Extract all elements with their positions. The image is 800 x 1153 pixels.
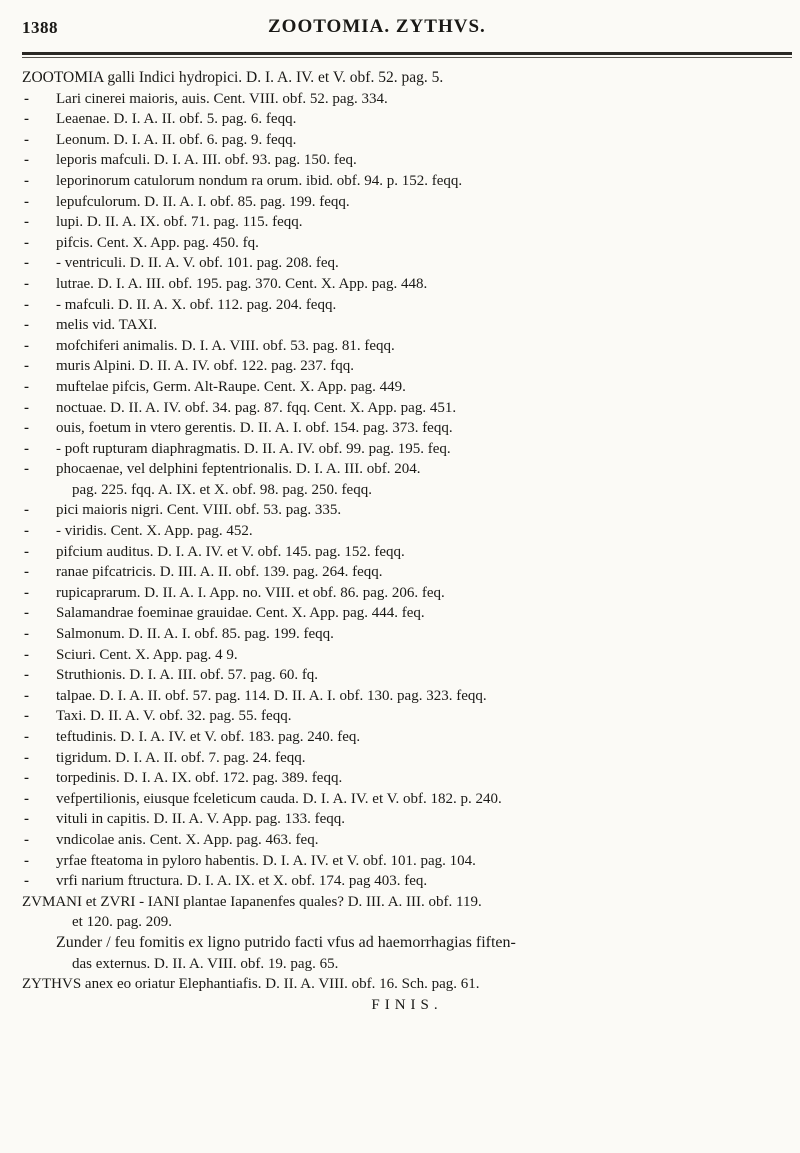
entry-text: mofchiferi animalis. D. I. A. VIII. obf. 53. pag. 81. feqq. [56,337,395,354]
ditto-dash: - [24,667,29,684]
index-entry [22,68,792,89]
ditto-dash: - [24,296,29,313]
index-entry [22,562,792,583]
index-entry [22,418,792,439]
entry-text: noctuae. D. II. A. IV. obf. 34. pag. 87. fqq. Cent. X. App. pag. 451. [56,399,457,416]
ditto-dash: - [24,708,29,725]
running-title: ZOOTOMIA. ZYTHVS. [268,16,486,37]
ditto-dash: - [24,131,29,148]
page-number: 1388 [22,18,58,37]
ditto-dash: - [24,605,29,622]
index-entry [22,789,792,810]
entry-text: pifcis. Cent. X. App. pag. 450. fq. [56,234,259,251]
index-entry [22,542,792,563]
index-entry [22,398,792,419]
ditto-dash: - [24,502,29,519]
index-entry [22,500,792,521]
index-entry [22,603,792,624]
entry-text: Struthionis. D. I. A. III. obf. 57. pag. 60. fq. [56,667,319,684]
entry-text: Taxi. D. II. A. V. obf. 32. pag. 55. feqq. [56,708,292,725]
index-entry [22,809,792,830]
index-entry [22,336,792,357]
entry-text: vefpertilionis, eiusque fceleticum cauda. D. I. A. IV. et V. obf. 182. p. 240. [56,790,502,807]
index-entry [22,686,792,707]
entry-text: et 120. pag. 209. [72,914,172,931]
ditto-dash: - [24,193,29,210]
entry-text: melis vid. TAXI. [56,317,158,334]
index-entry [22,212,792,233]
ditto-dash: - [24,564,29,581]
ditto-dash: - [24,543,29,560]
index-entry [22,459,792,480]
ditto-dash: - [24,172,29,189]
entry-text: Leaenae. D. I. A. II. obf. 5. pag. 6. feqq. [56,111,297,128]
index-entry [22,830,792,851]
ditto-dash: - [24,790,29,807]
index-entry [22,727,792,748]
index-entry [22,233,792,254]
index-entry [22,933,792,954]
index-entry [22,954,792,975]
ditto-dash: - [24,152,29,169]
entry-text: vndicolae anis. Cent. X. App. pag. 463. feq. [56,831,319,848]
entry-text: - poft rupturam diaphragmatis. D. II. A. IV. obf. 99. pag. 195. feq. [56,440,451,457]
index-entry [22,706,792,727]
index-entry [22,377,792,398]
index-entry [22,109,792,130]
entry-text: talpae. D. I. A. II. obf. 57. pag. 114. D. II. A. I. obf. 130. pag. 323. feqq. [56,687,487,704]
index-entry [22,912,792,933]
entry-text: Leonum. D. I. A. II. obf. 6. pag. 9. feqq. [56,131,297,148]
ditto-dash: - [24,749,29,766]
entry-text: rupicaprarum. D. II. A. I. App. no. VIII. et obf. 86. pag. 206. feq. [56,584,445,601]
entry-text: Lari cinerei maioris, auis. Cent. VIII. obf. 52. pag. 334. [56,90,388,107]
index-entry [22,295,792,316]
ditto-dash: - [24,626,29,643]
index-entry [22,253,792,274]
header-rule [22,52,792,55]
index-entry [22,130,792,151]
index-entry [22,583,792,604]
index-entries [22,68,792,1015]
ditto-dash: - [24,255,29,272]
entry-text: ZVMANI et ZVRI - IANI plantae Iapanenfes quales? D. III. A. III. obf. 119. [22,893,482,910]
ditto-dash: - [24,275,29,292]
ditto-dash: - [24,399,29,416]
ditto-dash: - [24,523,29,540]
entry-text: yrfae fteatoma in pyloro habentis. D. I. A. IV. et V. obf. 101. pag. 104. [56,852,476,869]
finis-line: FINIS. [371,996,443,1013]
index-entry [22,171,792,192]
index-entry [22,150,792,171]
entry-text: ZOOTOMIA galli Indici hydropici. D. I. A. IV. et V. obf. 52. pag. 5. [22,69,444,86]
entry-text: pifcium auditus. D. I. A. IV. et V. obf. 145. pag. 152. feqq. [56,543,405,560]
entry-text: ranae pifcatricis. D. III. A. II. obf. 139. pag. 264. feqq. [56,564,383,581]
entry-text: vrfi narium ftructura. D. I. A. IX. et X. obf. 174. pag 403. feq. [56,873,428,890]
ditto-dash: - [24,729,29,745]
index-entry [22,315,792,336]
ditto-dash: - [24,770,29,787]
index-entry [22,851,792,872]
header-rule-thin [22,57,792,58]
entry-text: Zunder / feu fomitis ex ligno putrido facti vfus ad haemorrhagias fiften- [56,933,516,951]
index-entry [22,645,792,666]
entry-text: vituli in capitis. D. II. A. V. App. pag. 133. feqq. [56,811,346,828]
index-entry [22,871,792,892]
entry-text: ZYTHVS anex eo oriatur Elephantiafis. D. II. A. VIII. obf. 16. Sch. pag. 61. [22,976,480,993]
entry-text: lutrae. D. I. A. III. obf. 195. pag. 370. Cent. X. App. pag. 448. [56,275,428,292]
entry-text: torpedinis. D. I. A. IX. obf. 172. pag. 389. feqq. [56,770,343,787]
index-entry [22,624,792,645]
index-entry [22,892,792,913]
ditto-dash: - [24,646,29,663]
entry-text: pag. 225. fqq. A. IX. et X. obf. 98. pag. 250. feqq. [72,481,372,498]
entry-text: leporis mafculi. D. I. A. III. obf. 93. pag. 150. feq. [56,152,357,169]
entry-text: ouis, foetum in vtero gerentis. D. II. A. I. obf. 154. pag. 373. feqq. [56,420,453,437]
ditto-dash: - [24,420,29,437]
ditto-dash: - [24,358,29,375]
entry-text: pici maioris nigri. Cent. VIII. obf. 53. pag. 335. [56,502,342,519]
ditto-dash: - [24,852,29,869]
ditto-dash: - [24,234,29,251]
entry-text: - ventriculi. D. II. A. V. obf. 101. pag. 208. feq. [56,255,339,272]
ditto-dash: - [24,378,29,395]
entry-text: lepufculorum. D. II. A. I. obf. 85. pag. 199. feqq. [56,193,350,210]
index-entry [22,768,792,789]
index-entry [22,665,792,686]
entry-text: muftelae pifcis, Germ. Alt-Raupe. Cent. X. App. pag. 449. [56,378,406,395]
entry-text: das externus. D. II. A. VIII. obf. 19. pag. 65. [72,955,339,972]
entry-text: - mafculi. D. II. A. X. obf. 112. pag. 204. feqq. [56,296,337,313]
ditto-dash: - [24,811,29,828]
index-entry [22,439,792,460]
entry-text: leporinorum catulorum nondum ra orum. ibid. obf. 94. p. 152. feqq. [56,172,463,189]
ditto-dash: - [24,337,29,354]
ditto-dash: - [24,831,29,848]
entry-text: tigridum. D. I. A. II. obf. 7. pag. 24. feqq. [56,749,306,766]
entry-text: muris Alpini. D. II. A. IV. obf. 122. pag. 237. fqq. [56,358,355,375]
ditto-dash: - [24,873,29,890]
page-header [0,14,800,42]
ditto-dash: - [24,111,29,128]
index-entry [22,89,792,110]
entry-text: phocaenae, vel delphini feptentrionalis. D. I. A. III. obf. 204. [56,461,421,478]
ditto-dash: - [24,687,29,704]
index-entry [22,274,792,295]
entry-text: teftudinis. D. I. A. IV. et V. obf. 183. pag. 240. feq. [56,729,361,745]
ditto-dash: - [24,584,29,601]
entry-text: Salmonum. D. II. A. I. obf. 85. pag. 199. feqq. [56,626,334,643]
index-entry [22,192,792,213]
entry-text: Salamandrae foeminae grauidae. Cent. X. App. pag. 444. feq. [56,605,425,622]
entry-text: Sciuri. Cent. X. App. pag. 4 9. [56,646,238,663]
index-entry [22,748,792,769]
ditto-dash: - [24,90,29,107]
index-entry [22,480,792,501]
ditto-dash: - [24,461,29,478]
index-entry [22,974,792,995]
index-entry [22,521,792,542]
ditto-dash: - [24,214,29,231]
ditto-dash: - [24,317,29,334]
ditto-dash: - [24,440,29,457]
entry-text: lupi. D. II. A. IX. obf. 71. pag. 115. feqq. [56,214,303,231]
entry-text: - viridis. Cent. X. App. pag. 452. [56,523,253,540]
index-entry [22,356,792,377]
